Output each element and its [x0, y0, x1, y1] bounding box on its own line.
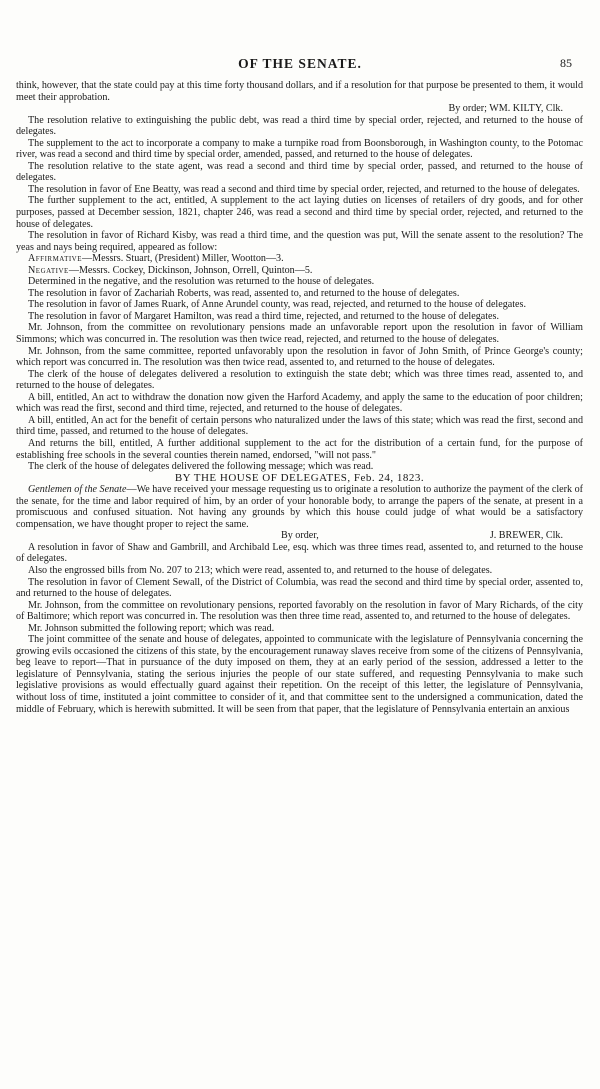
- vote-affirmative-text: —Messrs. Stuart, (President) Miller, Wootton—3.: [82, 253, 284, 265]
- paragraph-report-intro: Mr. Johnson submitted the following report; which was read.: [28, 622, 275, 634]
- paragraph-turnpike: The supplement to the act to incorporate a company to make a turnpike road from Boonsborough, in Washington county, to the Potomac river, was read a second and third time by special order, amended, passed, and returned to the house of delegates.: [16, 137, 583, 161]
- signature-brewer-left: By order,: [281, 530, 319, 542]
- paragraph-john-smith: Mr. Johnson, from the same committee, reported unfavorably upon the resolution in favor of John Smith, of Prince George's county; which report was concurred in. The resolution was then twice read, assented to, and returned to the house of delegates.: [16, 345, 583, 369]
- message-heading: BY THE HOUSE OF DELEGATES, Feb. 24, 1823.: [174, 471, 425, 484]
- signature-brewer-right: J. BREWER, Clk.: [489, 530, 563, 542]
- paragraph-continuation: think, however, that the state could pay at this time forty thousand dollars, and if a resolution for that purpose be presented to them, it would meet their approbation.: [16, 80, 583, 103]
- paragraph-licenses: The further supplement to the act, entitled, A supplement to the act laying duties on licenses of retailers of dry goods, and for other purposes, passed at December session, 1821, chapter 246, was read a second and third time by special order, rejected, and returned to the house of delegates.: [16, 195, 583, 230]
- paragraph-state-debt: The clerk of the house of delegates delivered a resolution to extinguish the state debt; which was three times read, assented to, and returned to the house of delegates.: [16, 368, 583, 392]
- paragraph-state-agent: The resolution relative to the state agent, was read a second and third time by special order, passed, and returned to the house of delegates.: [16, 160, 583, 184]
- paragraph-clement-sewall: The resolution in favor of Clement Sewall, of the District of Columbia, was read the second and third time by special order, assented to, and returned to the house of delegates.: [16, 576, 583, 600]
- paragraph-william-simmons: Mr. Johnson, from the committee on revolutionary pensions made an unfavorable report upon the resolution in favor of William Simmons; which was concurred in. The resolution was then twice read, rejected, and returned to the house of delegates.: [16, 322, 583, 346]
- paragraph-determined: Determined in the negative, and the resolution was returned to the house of delegates.: [28, 276, 375, 288]
- paragraph-shaw-gambrill: A resolution in favor of Shaw and Gambrill, and Archibald Lee, esq. which was three times read, assented to, and returned to the house of delegates.: [16, 541, 583, 565]
- vote-negative-text: —Messrs. Cockey, Dickinson, Johnson, Orrell, Quinton—5.: [68, 264, 313, 276]
- paragraph-message-intro: The clerk of the house of delegates delivered the following message; which was read.: [28, 461, 374, 473]
- page-header: [0, 56, 600, 76]
- running-title: OF THE SENATE.: [238, 56, 362, 71]
- signature-brewer: [16, 530, 583, 542]
- paragraph-joint-committee: The joint committee of the senate and house of delegates, appointed to communicate with the legislature of Pennsylvania concerning the growing evils occasioned the citizens of this state, by the encouragement runaway slaves receive from some of the citizens of Pennsylvania, beg leave to report—That in pursuance of the duty imposed on them, they at an early period of the session, addressed a letter to the legislature of Pennsylvania, stating the serious injuries the people of our state suffered, and requesting Pennsylvania to make such legislative provisions as would effectually guard against their repetition. On the receipt of this letter, the legislature of Pennsylvania, without loss of time, instituted a joint committee to consider of it, and that committee sent to the undersigned a communication, dated the middle of February, which is herewith submitted. It will be seen from that paper, that the legislature of Pennsylvania entertain an anxious: [16, 634, 583, 715]
- paragraph-ene-beatty: The resolution in favor of Ene Beatty, was read a second and third time by special order, rejected, and returned to the house of delegates.: [28, 183, 580, 195]
- message-text: —We have received your message requesting us to originate a resolution to authorize the payment of the clerk of the senate, for the time and labor required of him, by an order of your honorable body, to arrange the papers of the senate, at present in a promiscuous and confused situation. Not having any grounds by which this house could judge of what would be a satisfactory compensation, we have thought proper to reject the same.: [16, 484, 583, 530]
- vote-affirmative: [16, 253, 583, 265]
- paragraph-engrossed-bills: Also the engrossed bills from No. 207 to 213; which were read, assented to, and returned to the house of delegates.: [28, 564, 493, 576]
- paragraph-free-schools: And returns the bill, entitled, A further additional supplement to the act for the distribution of a certain fund, for the purpose of establishing free schools in the several counties therein named, endorsed, "will not pass.": [16, 437, 583, 461]
- signature-kilty: By order; WM. KILTY, Clk.: [448, 103, 563, 115]
- paragraph-richard-kisby: The resolution in favor of Richard Kisby, was read a third time, and the question was put, Will the senate assent to the resolution? The yeas and nays being required, appeared as follow:: [16, 230, 583, 253]
- page-number: 85: [560, 56, 572, 70]
- paragraph-james-ruark: The resolution in favor of James Ruark, of Anne Arundel county, was read, rejected, and returned to the house of delegates.: [28, 299, 526, 311]
- vote-affirmative-label: Affirmative: [28, 253, 83, 265]
- paragraph-harford-academy: A bill, entitled, An act to withdraw the donation now given the Harford Academy, and apply the same to the education of poor children; which was read the first, second and third time, rejected, and returned to the house of delegates.: [16, 391, 583, 415]
- paragraph-mary-richards: Mr. Johnson, from the committee on revolutionary pensions, reported favorably on the resolution in favor of Mary Richards, of the city of Baltimore; which report was concurred in. The resolution was then three time read, assented to, and returned to the house of delegates.: [16, 599, 583, 623]
- paragraph-margaret-hamilton: The resolution in favor of Margaret Hamilton, was read a third time, rejected, and returned to the house of delegates.: [28, 310, 499, 322]
- paragraph-naturalized: A bill, entitled, An act for the benefit of certain persons who naturalized under the laws of this state; which was read the first, second and third time, passed, and returned to the house of delegates.: [16, 414, 583, 438]
- paragraph-zachariah-roberts: The resolution in favor of Zachariah Roberts, was read, assented to, and returned to the house of delegates.: [28, 287, 460, 299]
- message-salutation: Gentlemen of the Senate: [28, 484, 127, 496]
- body-text: [16, 80, 583, 715]
- vote-negative-label: Negative: [28, 264, 69, 276]
- message-body: [16, 484, 583, 530]
- paragraph-public-debt: The resolution relative to extinguishing the public debt, was read a third time by special order, rejected, and returned to the house of delegates.: [16, 114, 583, 138]
- vote-negative: [16, 265, 583, 277]
